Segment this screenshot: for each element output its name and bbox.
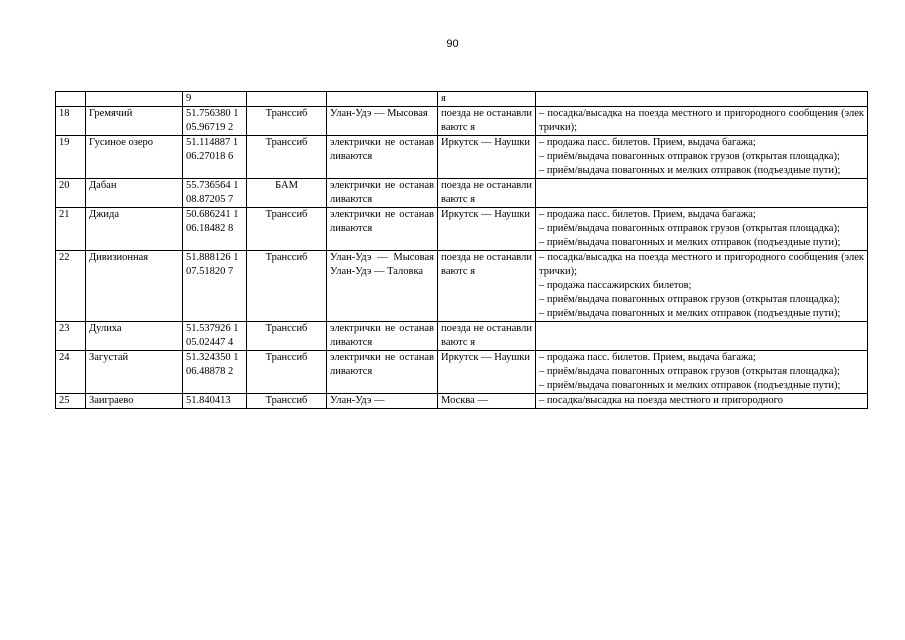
station-name-text: Заиграево xyxy=(89,395,134,406)
railway-line xyxy=(247,251,327,322)
railway-line-text: Транссиб xyxy=(265,323,308,334)
suburban-route-text: Улан-Удэ — Мысовая Улан-Удэ — Таловка xyxy=(330,252,434,277)
row-number xyxy=(56,92,86,107)
station-services xyxy=(536,136,868,179)
suburban-route xyxy=(327,136,438,179)
station-coordinates xyxy=(183,208,247,251)
long-distance-route-text: поезда не останавливаютс я xyxy=(441,180,532,205)
row-number xyxy=(56,136,86,179)
suburban-route-text: электрички не останавливаются xyxy=(330,323,434,348)
row-number-text: 23 xyxy=(59,323,70,334)
suburban-route xyxy=(327,208,438,251)
station-coordinates xyxy=(183,107,247,136)
long-distance-route-text: я xyxy=(441,93,446,104)
station-coordinates xyxy=(183,322,247,351)
suburban-route-text: электрички не останавливаются xyxy=(330,352,434,377)
station-name xyxy=(86,394,183,409)
table-row xyxy=(56,322,868,351)
service-item: – продажа пасс. билетов. Прием, выдача багажа; xyxy=(539,137,756,148)
service-item: – приём/выдача повагонных и мелких отправок (подъездные пути); xyxy=(539,165,841,176)
station-coordinates xyxy=(183,136,247,179)
row-number-text: 25 xyxy=(59,395,70,406)
railway-line-text: Транссиб xyxy=(265,252,308,263)
table-body xyxy=(56,92,868,409)
station-name xyxy=(86,179,183,208)
station-coordinates-text: 51.537926 105.02447 4 xyxy=(186,323,239,348)
table-row xyxy=(56,351,868,394)
station-coordinates-text: 55.736564 108.87205 7 xyxy=(186,180,239,205)
service-item: – посадка/высадка на поезда местного и пригородного сообщения (электрички); xyxy=(539,252,864,277)
station-name xyxy=(86,92,183,107)
table-row xyxy=(56,394,868,409)
station-coordinates-text: 51.756380 105.96719 2 xyxy=(186,108,239,133)
service-item: – продажа пассажирских билетов; xyxy=(539,280,692,291)
row-number-text: 18 xyxy=(59,108,70,119)
service-item: – приём/выдача повагонных и мелких отправок (подъездные пути); xyxy=(539,237,841,248)
row-number xyxy=(56,251,86,322)
table-row xyxy=(56,208,868,251)
station-name xyxy=(86,107,183,136)
suburban-route xyxy=(327,351,438,394)
railway-line-text: БАМ xyxy=(275,180,298,191)
railway-line-text: Транссиб xyxy=(265,108,308,119)
row-number-text: 20 xyxy=(59,180,70,191)
service-item: – посадка/высадка на поезда местного и пригородного xyxy=(539,395,783,406)
table-row xyxy=(56,179,868,208)
service-item: – посадка/высадка на поезда местного и пригородного сообщения (электрички); xyxy=(539,108,864,133)
railway-line-text: Транссиб xyxy=(265,395,308,406)
station-coordinates xyxy=(183,251,247,322)
service-item: – приём/выдача повагонных и мелких отправок (подъездные пути); xyxy=(539,380,841,391)
row-number-text: 19 xyxy=(59,137,70,148)
station-services xyxy=(536,208,868,251)
suburban-route xyxy=(327,322,438,351)
row-number xyxy=(56,351,86,394)
railway-line xyxy=(247,351,327,394)
service-item: – приём/выдача повагонных отправок грузов (открытая площадка); xyxy=(539,366,840,377)
station-coordinates xyxy=(183,394,247,409)
long-distance-route-text: поезда не останавливаютс я xyxy=(441,323,532,348)
long-distance-route xyxy=(438,322,536,351)
suburban-route xyxy=(327,92,438,107)
station-name-text: Гусиное озеро xyxy=(89,137,154,148)
railway-line xyxy=(247,208,327,251)
station-name-text: Джида xyxy=(89,209,120,220)
service-item: – продажа пасс. билетов. Прием, выдача багажа; xyxy=(539,352,756,363)
station-name xyxy=(86,322,183,351)
service-item: – приём/выдача повагонных отправок грузов (открытая площадка); xyxy=(539,223,840,234)
long-distance-route-text: Иркутск — Наушки xyxy=(441,352,531,363)
row-number-text: 22 xyxy=(59,252,70,263)
row-number xyxy=(56,179,86,208)
row-number xyxy=(56,107,86,136)
row-number-text: 21 xyxy=(59,209,70,220)
suburban-route xyxy=(327,251,438,322)
station-coordinates-text: 50.686241 106.18482 8 xyxy=(186,209,239,234)
suburban-route-text: электрички не останавливаются xyxy=(330,209,434,234)
station-coordinates-text: 51.888126 107.51820 7 xyxy=(186,252,239,277)
row-number xyxy=(56,322,86,351)
long-distance-route xyxy=(438,136,536,179)
long-distance-route xyxy=(438,92,536,107)
station-services xyxy=(536,107,868,136)
station-name xyxy=(86,251,183,322)
railway-line xyxy=(247,179,327,208)
service-item: – приём/выдача повагонных отправок грузов (открытая площадка); xyxy=(539,294,840,305)
station-services xyxy=(536,179,868,208)
long-distance-route-text: Москва — xyxy=(441,395,488,406)
service-item: – приём/выдача повагонных отправок грузов (открытая площадка); xyxy=(539,151,840,162)
station-coordinates xyxy=(183,351,247,394)
suburban-route-text: Улан-Удэ — xyxy=(330,395,385,406)
station-services xyxy=(536,394,868,409)
railway-line-text: Транссиб xyxy=(265,352,308,363)
railway-line-text: Транссиб xyxy=(265,209,308,220)
suburban-route xyxy=(327,179,438,208)
long-distance-route xyxy=(438,179,536,208)
station-coordinates-text: 9 xyxy=(186,93,192,104)
service-item: – продажа пасс. билетов. Прием, выдача багажа; xyxy=(539,209,756,220)
suburban-route-text: Улан-Удэ — Мысовая xyxy=(330,108,428,119)
stations-table xyxy=(55,91,868,409)
station-coordinates-text: 51.114887 106.27018 6 xyxy=(186,137,239,162)
station-coordinates xyxy=(183,92,247,107)
station-name-text: Дулиха xyxy=(89,323,122,334)
long-distance-route xyxy=(438,351,536,394)
railway-line xyxy=(247,394,327,409)
station-name-text: Гремячий xyxy=(89,108,133,119)
station-services xyxy=(536,92,868,107)
station-services xyxy=(536,251,868,322)
suburban-route xyxy=(327,107,438,136)
long-distance-route-text: Иркутск — Наушки xyxy=(441,209,531,220)
suburban-route-text: электрички не останавливаются xyxy=(330,137,434,162)
station-name-text: Дабан xyxy=(89,180,117,191)
station-services xyxy=(536,351,868,394)
station-name xyxy=(86,208,183,251)
railway-line xyxy=(247,92,327,107)
railway-line xyxy=(247,322,327,351)
station-name xyxy=(86,351,183,394)
station-coordinates-text: 51.840413 xyxy=(186,395,231,406)
long-distance-route-text: Иркутск — Наушки xyxy=(441,137,531,148)
railway-line xyxy=(247,136,327,179)
station-coordinates-text: 51.324350 106.48878 2 xyxy=(186,352,239,377)
suburban-route-text: электрички не останавливаются xyxy=(330,180,434,205)
station-name-text: Дивизионная xyxy=(89,252,149,263)
long-distance-route xyxy=(438,394,536,409)
long-distance-route xyxy=(438,107,536,136)
station-services xyxy=(536,322,868,351)
table-row xyxy=(56,136,868,179)
suburban-route xyxy=(327,394,438,409)
table-row xyxy=(56,107,868,136)
long-distance-route-text: поезда не останавливаютс я xyxy=(441,252,532,277)
railway-line-text: Транссиб xyxy=(265,137,308,148)
row-number xyxy=(56,208,86,251)
station-name xyxy=(86,136,183,179)
row-number-text: 24 xyxy=(59,352,70,363)
railway-line xyxy=(247,107,327,136)
long-distance-route-text: поезда не останавливаютс я xyxy=(441,108,532,133)
row-number xyxy=(56,394,86,409)
table-row xyxy=(56,92,868,107)
station-name-text: Загустай xyxy=(89,352,129,363)
long-distance-route xyxy=(438,208,536,251)
service-item: – приём/выдача повагонных и мелких отправок (подъездные пути); xyxy=(539,308,841,319)
long-distance-route xyxy=(438,251,536,322)
station-coordinates xyxy=(183,179,247,208)
table-row xyxy=(56,251,868,322)
page-number: 90 xyxy=(446,38,459,50)
